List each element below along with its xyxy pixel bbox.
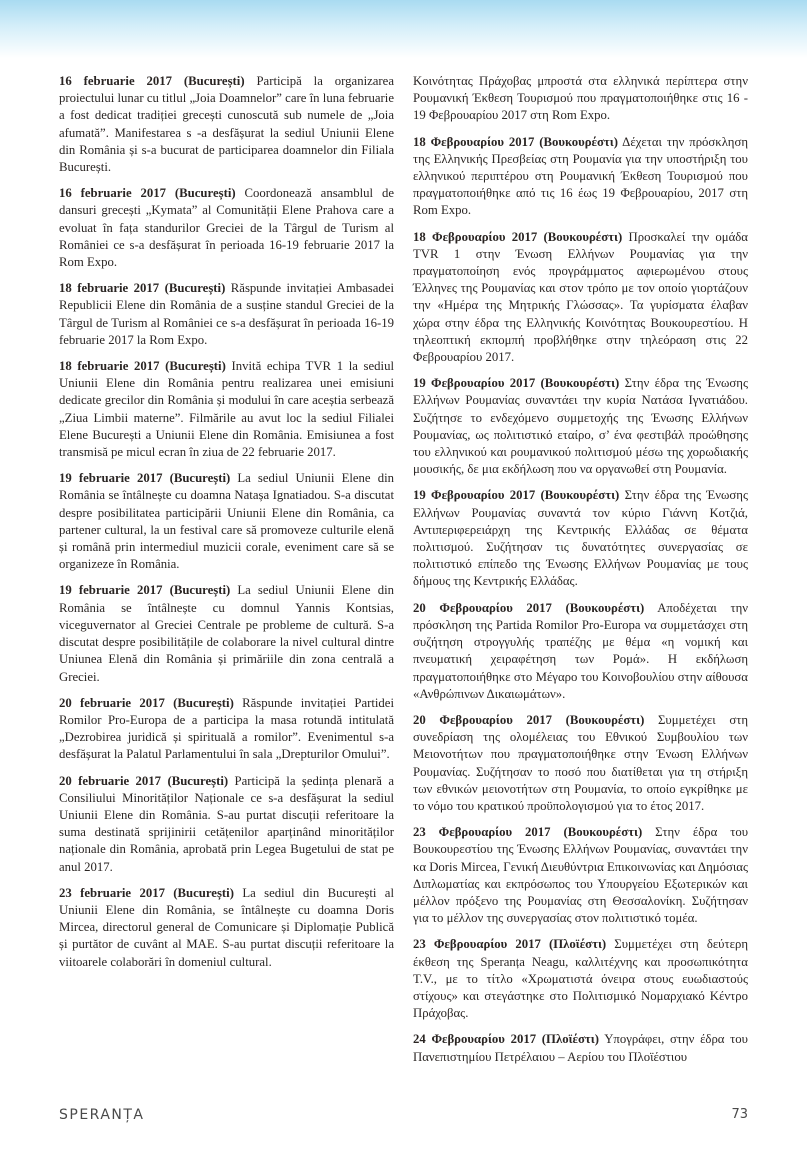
entry-text: Participă la organizarea proiectului lunar cu titlul „Joia Doamnelor” care în luna februarie a fost dedicat tradiției grecești cunoscută sub numele de „Joia afumată”. Manifestarea s -a desfășurat la sediul Uniunii Elene din România și s-a bucurat de participarea doamnelor din Filiala București. [59,74,394,175]
entry-date: 23 Φεβρουαρίου 2017 (Βουκουρέστι) [413,825,643,840]
entry-text: Συμμετέχει στη δεύτερη έκθεση της Speranța Neagu, καλλιτέχνης και προσωπικότητα T.V., με το τίτλο «Χρωματιστά όνειρα στους ευωδιαστούς στίχους» και στεγάστηκε στο Πολιτισμικό Νομαρχιακό Κέντρο Πράχοβας. [413,937,748,1021]
entry-text: La sediul din București al Uniunii Elene din România, se întâlnește cu doamna Doris Mircea, directorul general de Comunicare și Diplomație Publică și purtător de cuvânt al MAE. S-au purtat discuții referitoare la viitoarele colaborări în domeniul cultural. [59,885,394,969]
entry [59,885,394,971]
entry [59,582,394,685]
entry-text: Participă la ședința plenară a Consiliului Minorităților Naționale ce s-a desfășurat la sediul Uniunii Elene din România. S-au purtat discuții referitoare la suma destinată sprijinirii cetățenilor aparținând minorităților naționale din România, aprobată prin Legea Bugetului de stat pe anul 2017. [59,773,394,874]
entry [413,824,748,927]
entry-text: Στην έδρα της Ένωσης Ελλήνων Ρουμανίας συναντά τον κύριο Γιάννη Κοτζιά, Αντιπεριφερειάρχη της Κεντρικής Ελλάδας σε θέματα πολιτισμού. Συζήτησαν τις δυνατότητες συνεργασίας σε πολιτιστικό επίπεδο της Ένωσης Ελλήνων Ρουμανίας με τους δήμους της Κεντρικής Ελλάδας. [413,488,748,589]
entry [413,1031,748,1065]
entry-date: 20 Φεβρουαρίου 2017 (Βουκουρέστι) [413,600,645,615]
entry-date: 19 Φεβρουαρίου 2017 (Βουκουρέστι) [413,376,620,391]
entry-text: Κοινότητας Πράχοβας μπροστά στα ελληνικά περίπτερα στην Ρουμανική Έκθεση Τουρισμού που πραγματοποιήθηκε στις 16 - 19 Φεβρουαρίου 2017 στη Rom Expo. [413,74,748,123]
entry [59,695,394,764]
entry [413,712,748,815]
entry-date: 23 februarie 2017 (București) [59,885,234,900]
entry-date: 18 februarie 2017 (București) [59,359,226,374]
entry-text: Αποδέχεται την πρόσκληση της Partida Romilor Pro-Europa να συμμετάσχει στη συζήτηση στρογγυλής τραπέζης με θέμα «η νομική και πνευματική χειραφέτηση των Ρομά». Η εκδήλωση πραγματοποιήθηκε στο Μέγαρο του Κοινοβουλίου στην αίθουσα «Ανθρώπινων Δικαιωμάτων». [413,600,749,701]
entry-text: Coordonează ansamblul de dansuri grecești „Kymata” al Comunității Elene Prahova care a evoluat în fața standurilor Greciei de la Târgul de Turism al României ce s-a desfășurat în perioada 16-19 februarie 2017 la Rom Expo. [59,186,395,270]
entry-date: 18 Φεβρουαρίου 2017 (Βουκουρέστι) [413,134,619,149]
entry-text: Στην έδρα της Ένωσης Ελλήνων Ρουμανίας συναντάει την κυρία Νατάσα Ιγνατιάδου. Συζήτησε το ενδεχόμενο συμμετοχής της Ένωσης Ελλήνων Ρουμανίας, ως πολιτιστικό εταίρο, σ’ ένα φεστιβάλ προώθησης του ελληνικού και ρουμανικού πολιτισμού μέσω της χορωδιακής μουσικής, δε μια εκδήλωση που να οργανωθεί στη Ρουμανία. [413,376,748,477]
entry [59,280,394,349]
entry-date: 16 februarie 2017 (București) [59,74,245,88]
entry-date: 20 Φεβρουαρίου 2017 (Βουκουρέστι) [413,712,645,727]
entry-text: La sediul Uniunii Elene din România se întâlnește cu domnul Yannis Kontsias, viceguvernator al Greciei Centrale pe probleme de cultură. S-a discutat despre posibilitățile de colaborare la nivel cultural dintre Uniunea Elenă din România și primăriile din zona centrală a Greciei. [59,583,394,684]
entry-date: 20 februarie 2017 (București) [59,695,234,710]
entry [413,936,748,1022]
entry [413,487,748,590]
footer-brand: SPERANȚA [59,1107,145,1123]
entry-text: Δέχεται την πρόσκληση της Ελληνικής Πρεσβείας στη Ρουμανία για την υποστήριξη του ελληνικού περιπτέρου στη Ρουμανική Έκθεση Τουρισμού που πραγματοποιήθηκε από τις 16 έως 19 Φεβρουαρίου, 2017 στη Rom Expo. [413,134,749,218]
left-column [59,73,394,980]
entry-text: Συμμετέχει στη συνεδρίαση της ολομέλειας του Εθνικού Συμβουλίου των Μειονοτήτων που πραγματοποιήθηκε στην Ένωση Ελλήνων Ρουμανίας. Συζήτησαν το ποσό που διατίθεται για τη στήριξη των εθνικών μειονοτήτων στη Ρουμανία, το οποίο εγκρίθηκε με το νόμο του κρατικού προϋπολογισμού για το έτος 2017. [413,712,748,813]
entry-date: 19 Φεβρουαρίου 2017 (Βουκουρέστι) [413,488,620,503]
entry-date: 18 Φεβρουαρίου 2017 (Βουκουρέστι) [413,229,623,244]
entry-date: 20 februarie 2017 (București) [59,773,229,788]
entry-text: Răspunde invitației Partidei Romilor Pro-Europa de a participa la masa rotundă intitulată „Dezrobirea juridică și spirituală a romilor”. Evenimentul s-a desfășurat la Palatul Parlamentului în sala „Drepturilor Omului”. [59,695,395,762]
entry [413,134,748,220]
right-column [413,73,748,1075]
entry [59,358,394,461]
entry-text: La sediul Uniunii Elene din România se întâlnește cu doamna Natașa Ignatiadou. S-a discutat despre posibilitatea participării Uniunii Elene din România, ca partener cultural, la un festival care să promoveze culturile elenă și română prin intermediul muzicii corale, eveniment care să se organizeze în România. [59,471,394,572]
entry [413,229,748,367]
entry [413,375,748,478]
entry-date: 19 februarie 2017 (București) [59,583,231,598]
entry [413,73,748,125]
entry-text: Invită echipa TVR 1 la sediul Uniunii Elene din România pentru realizarea unei emisiuni dedicate grecilor din România și modului în care aceștia serbează „Ziua Limbii materne”. Filmările au avut loc la sediul Filialei Elene București a Uniunii Elene din România. Emisiunea a fost transmisă pe micul ecran în ziua de 22 februarie 2017. [59,359,395,460]
entry-date: 24 Φεβρουαρίου 2017 (Πλοϊέστι) [413,1032,599,1047]
entry [59,470,394,573]
entry [59,73,394,176]
page-number: 73 [731,1107,748,1122]
entry-text: Υπογράφει, στην έδρα του Πανεπιστημίου Πετρέλαιου – Αερίου του Πλοϊέστιου [413,1032,748,1064]
entry-date: 19 februarie 2017 (București) [59,471,231,486]
entry-text: Προσκαλεί την ομάδα TVR 1 στην Ένωση Ελλήνων Ρουμανίας για την πραγματοποίηση ενός προγράμματος αφιερωμένου στους Έλληνες της Ρουμανίας και στον τρόπο με τον οποίο γιορτάζουν την «Ημέρα της Μητρικής Γλώσσας». Τα γυρίσματα έλαβαν χώρα στην έδρα της Ελληνικής Κοινότητας Βουκουρεστίου. Η τηλεοπτική εκπομπή προβλήθηκε στην τηλεόραση στις 22 Φεβρουαρίου 2017. [413,229,748,365]
entry [59,185,394,271]
entry [413,600,748,703]
entry [59,773,394,876]
entry-text: Στην έδρα του Βουκουρεστίου της Ένωσης Ελλήνων Ρουμανίας, συναντάει την κα Doris Mircea, Γενική Διευθύντρια Επικοινωνίας και Δημόσιας Διπλωματίας και εκπρόσωπος του Υπουργείου Εξωτερικών και μέλλον πρόξενο της Ρουμανίας στη Θεσσαλονίκη. Συζήτησαν για το μέλλον της συνεργασίας στον πολιτιστικό τομέα. [413,825,749,926]
entry-text: Răspunde invitației Ambasadei Republicii Elene din România de a susține standul Greciei de la Târgul de Turism al României ce s-a desfășurat în perioada 16-19 februarie 2017 la Rom Expo. [59,281,395,347]
entry-date: 23 Φεβρουαρίου 2017 (Πλοϊέστι) [413,937,607,952]
header-band [0,0,807,58]
entry-date: 16 februarie 2017 (București) [59,186,236,201]
entry-date: 18 februarie 2017 (București) [59,281,226,296]
